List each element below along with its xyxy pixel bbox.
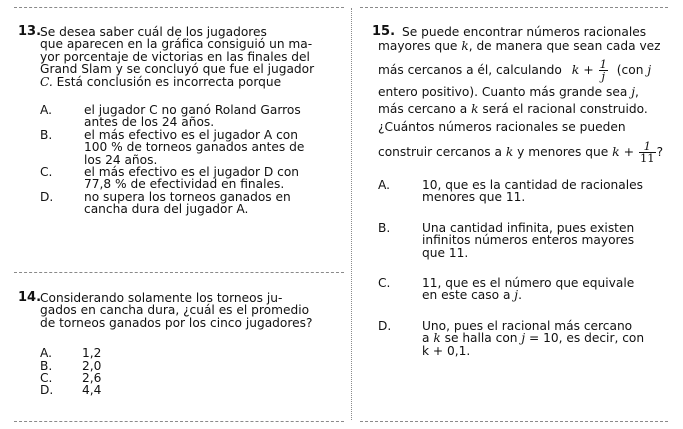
q14-option-b-value: 2,0	[82, 358, 102, 373]
q15-option-c-text-1: 11, que es el número que equivale	[422, 276, 635, 291]
q13-option-b-label: B.	[40, 127, 53, 142]
q15-option-d-var-j: j	[521, 331, 526, 346]
q13-option-d-label: D.	[40, 189, 54, 204]
q15-option-c-line-2	[422, 289, 654, 301]
q15-fraction-1-over-j	[599, 56, 608, 83]
column-divider	[351, 8, 352, 420]
q15-stem-text-3a: más cercanos a él, calculando	[378, 62, 562, 77]
question-14	[18, 290, 320, 398]
top-divider-right	[360, 7, 668, 8]
q15-fraction-1-denominator: j	[601, 68, 606, 83]
q14-stem-line-3: de torneos ganados por los cinco jugadores?	[40, 315, 313, 330]
q15-option-d[interactable]	[378, 320, 654, 357]
q15-stem-text-5b: será el racional construido.	[482, 102, 648, 117]
q14-number: 14.	[18, 290, 42, 305]
q15-stem-text-7b: y menores que	[517, 145, 609, 160]
q15-option-c-text-2a: en este caso a	[422, 288, 515, 303]
q15-option-a-label: A.	[378, 178, 390, 193]
bottom-divider-right	[360, 421, 668, 422]
q15-option-a[interactable]	[378, 179, 654, 204]
q15-option-d-text-2a: a	[422, 331, 434, 346]
q15-stem-text-2b: , de manera que sean cada vez	[468, 39, 661, 54]
q15-option-d-text-1: Uno, pues el racional más cercano	[422, 318, 633, 333]
q15-option-d-var-k: k	[433, 331, 441, 346]
q14-option-c-label: C.	[40, 371, 53, 386]
q13-option-c-text-2: 77,8 % de efectividad en finales.	[84, 177, 285, 192]
bottom-divider-left	[14, 421, 344, 422]
q13-stem-line-5	[40, 76, 310, 88]
q15-option-d-line-2	[422, 332, 654, 344]
q13-stem-text-1: Se desea saber cuál de los jugadores	[40, 25, 267, 39]
q13-stem-line-3: yor porcentaje de victorias en las finales del	[40, 49, 310, 64]
q15-stem-line-3	[378, 56, 654, 83]
q15-option-b[interactable]	[378, 222, 654, 259]
q13-option-b[interactable]	[40, 129, 310, 166]
question-13	[18, 24, 315, 217]
q13-stem-text-5: Está conclusión es incorrecta porque	[52, 74, 282, 89]
q15-fraction-2-denominator: 11	[639, 151, 655, 166]
q14-option-d-value: 4,4	[82, 383, 102, 398]
q15-number: 15.	[372, 24, 396, 39]
q15-option-a-text-2: menores que 11.	[422, 190, 526, 205]
q14-option-c-value: 2,6	[82, 371, 102, 386]
q14-stem-text-1: Considerando solamente los torneos ju-	[40, 291, 283, 305]
q15-stem-text-5a: más cercano a	[378, 102, 468, 117]
q15-expr-k-plus-2: k +	[612, 144, 635, 160]
q15-option-d-text-3: k + 0,1.	[422, 343, 471, 358]
q15-option-b-label: B.	[378, 220, 391, 235]
q15-option-d-text-2b: se halla con	[440, 331, 522, 346]
q15-option-b-text-3: que 11.	[422, 245, 469, 260]
q15-option-c[interactable]	[378, 277, 654, 302]
mid-divider-left	[14, 272, 344, 273]
q13-option-d[interactable]	[40, 191, 310, 216]
q15-stem-line-4	[378, 86, 654, 98]
q15-var-j-1: j	[647, 62, 652, 77]
q15-option-d-label: D.	[378, 318, 392, 333]
q15-stem-text-2a: mayores que	[378, 39, 462, 54]
q15-fraction-1-over-11	[639, 141, 656, 164]
q15-option-d-text-2c: = 10, es decir, con	[525, 331, 645, 346]
q15-stem-line-2	[378, 39, 661, 54]
q14-stem-line-2: gados en cancha dura, ¿cuál es el promedio	[40, 303, 310, 318]
q15-var-k-3: k	[505, 145, 514, 160]
q13-number: 13.	[18, 24, 42, 39]
q14-option-b-label: B.	[40, 358, 53, 373]
q13-option-d-text-2: cancha dura del jugador A.	[84, 202, 249, 217]
q15-option-b-text-2: infinitos números enteros mayores	[422, 233, 635, 248]
q14-option-d[interactable]	[40, 384, 320, 396]
q13-option-a-text-2: antes de los 24 años.	[84, 115, 215, 130]
q15-stem-text-3b: (con	[616, 62, 644, 77]
q15-stem-line-1	[372, 24, 654, 39]
q15-expr-k-plus: k +	[571, 61, 594, 77]
q14-option-a-value: 1,2	[82, 346, 102, 361]
q15-stem-text-7c: ?	[656, 145, 664, 160]
q15-option-c-label: C.	[378, 276, 391, 291]
q15-stem-text-1: Se puede encontrar números racionales	[402, 25, 647, 39]
q15-stem-text-4a: entero positivo). Cuanto más grande sea	[378, 84, 628, 99]
q13-option-a-label: A.	[40, 103, 52, 118]
q15-stem-line-7	[378, 139, 664, 166]
q15-stem-text-7a: construir cercanos a	[378, 145, 502, 160]
q13-stem-line-4: Grand Slam y se concluyó que fue el jugador	[40, 62, 315, 77]
q15-var-k: k	[461, 39, 469, 54]
q15-option-c-text-2b: .	[518, 288, 522, 303]
q15-var-j-2: j	[631, 84, 635, 99]
question-15	[372, 24, 664, 358]
q13-option-c[interactable]	[40, 166, 310, 191]
q13-option-b-text-2: 100 % de torneos ganados antes de	[84, 140, 305, 155]
q14-option-d-label: D.	[40, 383, 54, 398]
q15-option-a-text-1: 10, que es la cantidad de racionales	[422, 178, 643, 193]
q14-option-a-label: A.	[40, 346, 52, 361]
q15-stem-text-4b: ,	[634, 84, 639, 99]
q15-option-c-var-j: j	[514, 288, 519, 303]
q13-option-c-text-1: el más efectivo es el jugador D con	[84, 165, 300, 180]
q15-option-b-text-1: Una cantidad infinita, pues existen	[422, 220, 635, 235]
q14-stem-line-1	[18, 290, 320, 305]
q13-var-c: C.	[40, 74, 53, 89]
q13-option-b-text-1: el más efectivo es el jugador A con	[84, 127, 298, 142]
top-divider-left	[14, 7, 344, 8]
q13-option-b-text-3: los 24 años.	[84, 152, 158, 167]
q15-fraction-1-numerator: 1	[599, 56, 607, 71]
q15-fraction-2-numerator: 1	[639, 141, 656, 153]
q13-option-a-text-1: el jugador C no ganó Roland Garros	[84, 103, 301, 118]
q13-stem-line-1	[18, 24, 310, 39]
q13-option-a[interactable]	[40, 104, 310, 129]
q13-option-d-text-1: no supera los torneos ganados en	[84, 189, 291, 204]
q15-var-k-2: k	[471, 102, 479, 117]
q13-stem-line-2: que aparecen en la gráfica consiguió un ma-	[40, 37, 313, 52]
q15-stem-line-6: ¿Cuántos números racionales se pueden	[378, 119, 626, 134]
q13-option-c-label: C.	[40, 165, 53, 180]
q15-stem-line-5	[378, 103, 654, 115]
